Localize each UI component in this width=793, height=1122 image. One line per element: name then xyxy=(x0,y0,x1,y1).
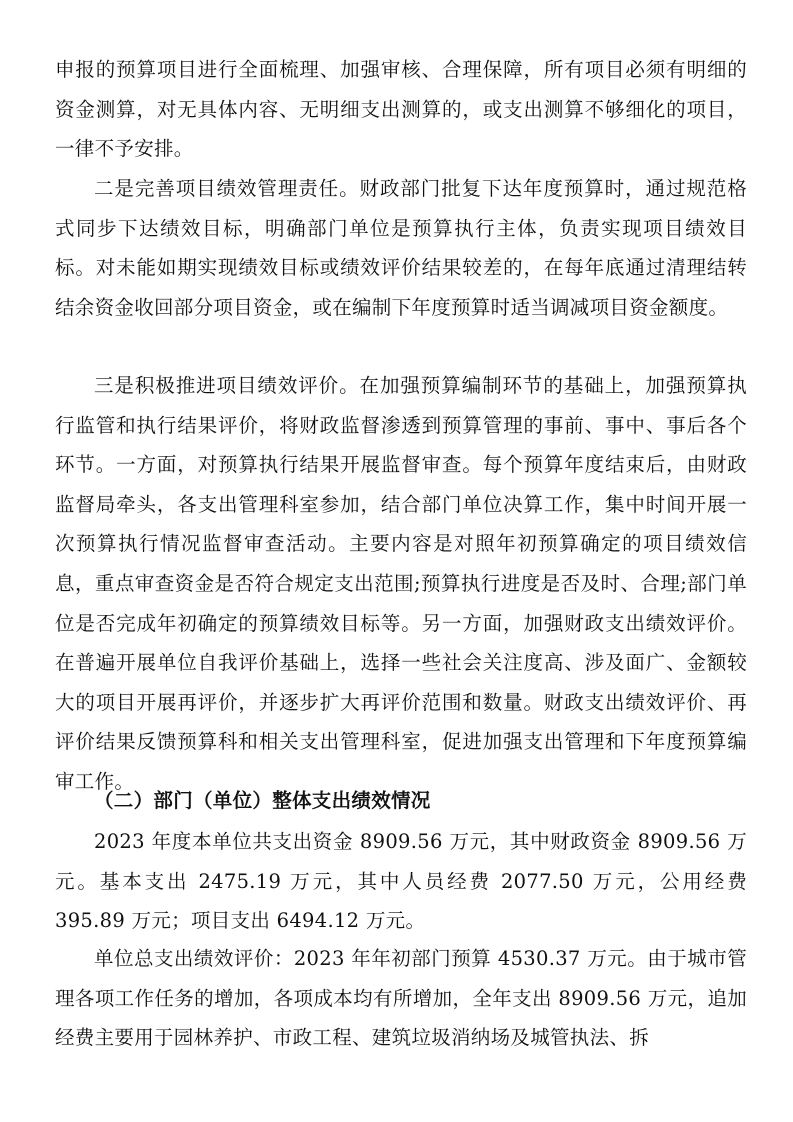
paragraph-project-review: 申报的预算项目进行全面梳理、加强审核、合理保障，所有项目必须有明细的资金测算，对无具体内容、无明细支出测算的，或支出测算不够细化的项目，一律不予安排。 xyxy=(55,58,747,161)
paragraph-expenditure-summary: 2023 年度本单位共支出资金 8909.56 万元，其中财政资金 8909.56 万元。基本支出 2475.19 万元，其中人员经费 2077.50 万元，公用经费 395.89 万元；项目支出 6494.12 万元。 xyxy=(55,830,747,933)
paragraph-performance-responsibility: 二是完善项目绩效管理责任。财政部门批复下达年度预算时，通过规范格式同步下达绩效目标，明确部门单位是预算执行主体，负责实现项目绩效目标。对未能如期实现绩效目标或绩效评价结果较差的，在每年底通过清理结转结余资金收回部分项目资金，或在编制下年度预算时适当调减项目资金额度。 xyxy=(55,177,747,319)
paragraph-total-expenditure-evaluation: 单位总支出绩效评价：2023 年年初部门预算 4530.37 万元。由于城市管理各项工作任务的增加，各项成本均有所增加，全年支出 8909.56 万元，追加经费主要用于园林养护、市政工程、建筑垃圾消纳场及城管执法、拆 xyxy=(55,947,747,1050)
section-heading-overall-expenditure: （二）部门（单位）整体支出绩效情况 xyxy=(94,789,431,812)
paragraph-performance-evaluation: 三是积极推进项目绩效评价。在加强预算编制环节的基础上，加强预算执行监管和执行结果评价，将财政监督渗透到预算管理的事前、事中、事后各个环节。一方面，对预算执行结果开展监督审查。每个预算年度结束后，由财政监督局牵头，各支出管理科室参加，结合部门单位决算工作，集中时间开展一次预算执行情况监督审查活动。主要内容是对照年初预算确定的项目绩效信息，重点审查资金是否符合规定支出范围;预算执行进度是否及时、合理;部门单位是否完成年初确定的预算绩效目标等。另一方面，加强财政支出绩效评价。在普遍开展单位自我评价基础上，选择一些社会关注度高、涉及面广、金额较大的项目开展再评价，并逐步扩大再评价范围和数量。财政支出绩效评价、再评价结果反馈预算科和相关支出管理科室，促进加强支出管理和下年度预算编审工作。 xyxy=(55,374,747,793)
